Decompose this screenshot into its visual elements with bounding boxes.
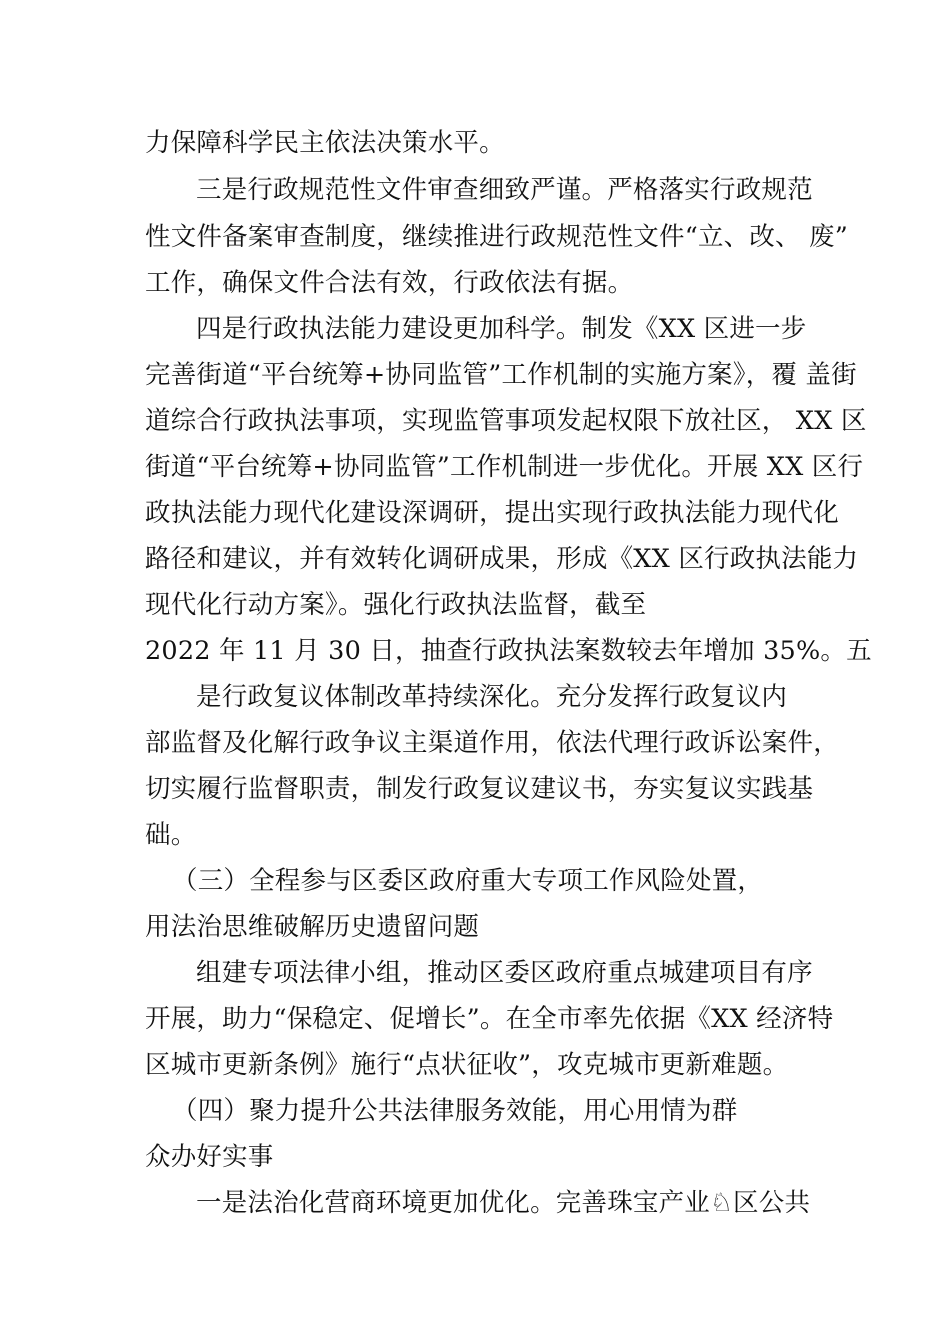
text-line: 街道“平台统筹+协同监管”工作机制进一步优化。开展 XX 区行 [145, 452, 864, 482]
text-line: 路径和建议，并有效转化调研成果，形成《XX 区行政执法能力 [145, 544, 859, 574]
text-line: 切实履行监督职责，制发行政复议建议书，夯实复议实践基 [145, 774, 814, 804]
text-line: 性文件备案审查制度，继续推进行政规范性文件“立、改、 废” [145, 222, 848, 252]
paragraph-start-line: 三是行政规范性文件审查细致严谨。严格落实行政规范 [196, 175, 813, 205]
paragraph-start-line: 四是行政执法能力建设更加科学。制发《XX 区进一步 [196, 314, 807, 344]
paragraph-start-line: 一是法治化营商环境更加优化。完善珠宝产业♘区公共 [196, 1188, 811, 1218]
text-line: 政执法能力现代化建设深调研，提出实现行政执法能力现代化 [145, 498, 839, 528]
paragraph-start-line: 组建专项法律小组，推动区委区政府重点城建项目有序 [196, 958, 813, 988]
text-line: 开展，助力“保稳定、促增长”。在全市率先依据《XX 经济特 [145, 1004, 834, 1034]
section-heading-line: （三）全程参与区委区政府重大专项工作风险处置， [172, 866, 764, 896]
text-line: 力保障科学民主依法决策水平。 [145, 128, 505, 158]
text-line: 区城市更新条例》施行“点状征收”，攻克城市更新难题。 [145, 1050, 789, 1080]
paragraph-start-line: 是行政复议体制改革持续深化。充分发挥行政复议内 [196, 682, 788, 712]
section-heading-line: 众办好实事 [145, 1142, 274, 1172]
section-heading-line: （四）聚力提升公共法律服务效能，用心用情为群 [172, 1096, 738, 1126]
text-line: 完善街道“平台统筹+协同监管”工作机制的实施方案》，覆 盖街 [145, 360, 857, 390]
text-line: 础。 [145, 820, 197, 850]
section-heading-line: 用法治思维破解历史遗留问题 [145, 912, 480, 942]
text-line: 工作，确保文件合法有效，行政依法有据。 [145, 268, 634, 298]
text-line: 现代化行动方案》。强化行政执法监督，截至 [145, 590, 647, 620]
text-line: 部监督及化解行政争议主渠道作用，依法代理行政诉讼案件， [145, 728, 839, 758]
text-line: 2022 年 11 月 30 日，抽查行政执法案数较去年增加 35%。五 [145, 636, 872, 666]
text-line: 道综合行政执法事项，实现监管事项发起权限下放社区， XX 区 [145, 406, 867, 436]
